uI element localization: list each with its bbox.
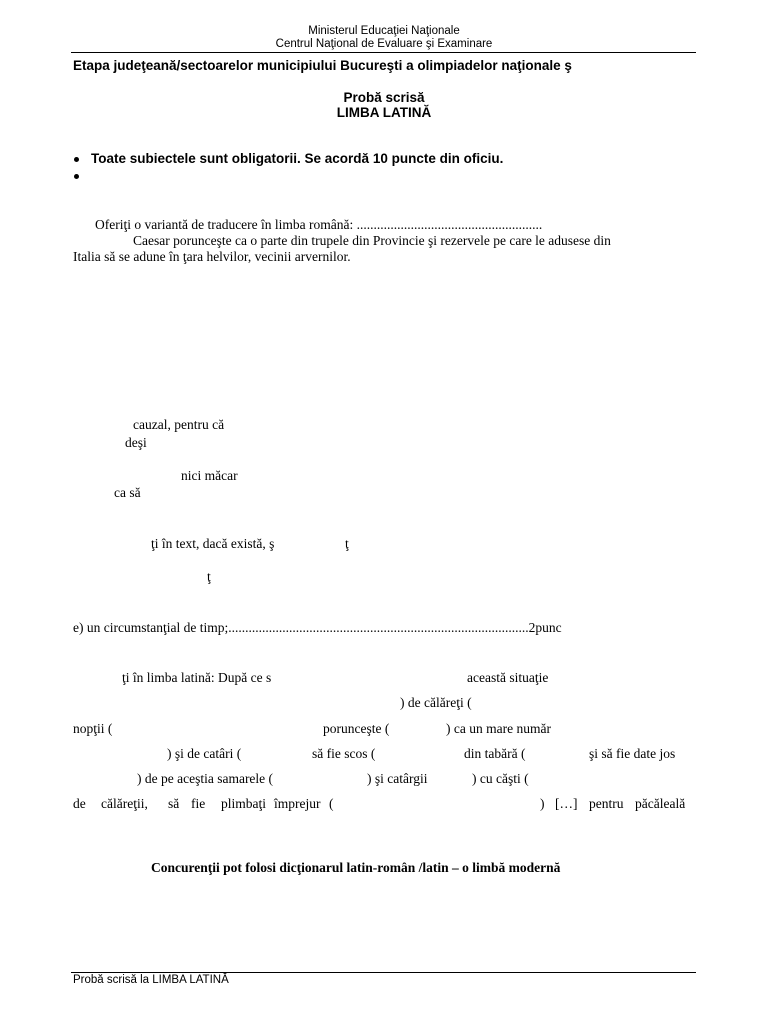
latin-row4-a: ) şi de catâri ( bbox=[167, 746, 242, 761]
stage-title: Etapa judeţeană/sectoarelor municipiului Bucureşti a olimpiadelor naţionale ş bbox=[73, 58, 572, 73]
fragment-final: ca să bbox=[114, 485, 141, 500]
exam-type: Probă scrisă bbox=[343, 90, 425, 105]
evaluation-center-name: Centrul Naţional de Evaluare şi Examinare bbox=[275, 38, 493, 50]
latin-row3-a: nopţii ( bbox=[73, 721, 113, 736]
footer-rule bbox=[71, 972, 696, 973]
exam-subject: LIMBA LATINĂ bbox=[336, 105, 432, 120]
bullet-dot bbox=[74, 157, 79, 162]
translation-line-2: Italia să se adune în ţara helvilor, vecinii arvernilor. bbox=[73, 249, 351, 264]
fragment-causal: cauzal, pentru că bbox=[133, 417, 225, 432]
fragment-concessive: deşi bbox=[125, 435, 147, 450]
latin-row2: ) de călăreţi ( bbox=[400, 695, 472, 710]
latin-row5-a: ) de pe aceştia samarele ( bbox=[137, 771, 274, 786]
latin-row6-sa: să bbox=[168, 796, 180, 811]
latin-row3-c: ) ca un mare număr bbox=[446, 721, 551, 736]
latin-row6-imprejur: împrejur bbox=[274, 796, 321, 811]
translation-line-1 bbox=[73, 233, 695, 249]
dictionary-note: Concurenţii pot folosi dicţionarul latin-român /latin – o limbă modernă bbox=[151, 860, 561, 875]
latin-row4-c: din tabără ( bbox=[464, 746, 526, 761]
fragment-not-even: nici măcar bbox=[181, 468, 238, 483]
ministry-name: Ministerul Educaţiei Naţionale bbox=[308, 25, 460, 37]
fragment-t-char-2: ţ bbox=[207, 569, 211, 584]
latin-row6-close-paren: ) bbox=[540, 796, 545, 811]
item-e: e) un circumstanţial de timp;.........................................................................................2punc bbox=[73, 620, 562, 635]
latin-row3-b: porunceşte ( bbox=[323, 721, 390, 736]
translation-prompt: Oferiţi o variantă de traducere în limba română: ....................................................... bbox=[95, 217, 543, 232]
latin-row5-b: ) şi catârgii bbox=[367, 771, 428, 786]
latin-row6-de: de bbox=[73, 796, 86, 811]
bullet-dot bbox=[74, 174, 79, 179]
instruction-bullet: Toate subiectele sunt obligatorii. Se acordă 10 puncte din oficiu. bbox=[91, 151, 504, 166]
footer-text: Probă scrisă la LIMBA LATINĂ bbox=[73, 974, 229, 986]
latin-row6-pacaleala: păcăleală bbox=[635, 796, 686, 811]
header-rule bbox=[71, 52, 696, 53]
latin-row4-d: şi să fie date jos bbox=[589, 746, 676, 761]
latin-row6-fie: fie bbox=[191, 796, 206, 811]
latin-row1-a: ţi în limba latină: După ce s bbox=[122, 670, 272, 685]
latin-row6-open-paren: ( bbox=[329, 796, 334, 811]
translation-text-1: Caesar porunceşte ca o parte din trupele din Provincie şi rezervele pe care le adusese din bbox=[133, 233, 611, 248]
latin-row6-ellipsis: […] bbox=[555, 796, 578, 811]
latin-row6-calareti: călăreţii, bbox=[101, 796, 148, 811]
latin-row6-plimbati: plimbaţi bbox=[221, 796, 266, 811]
latin-row1-b: această situaţie bbox=[467, 670, 549, 685]
fragment-text-if: ţi în text, dacă există, ş bbox=[151, 536, 275, 551]
latin-row5-c: ) cu căşti ( bbox=[472, 771, 529, 786]
latin-row6-pentru: pentru bbox=[589, 796, 624, 811]
latin-row4-b: să fie scos ( bbox=[312, 746, 376, 761]
fragment-t-char: ţ bbox=[345, 536, 349, 551]
